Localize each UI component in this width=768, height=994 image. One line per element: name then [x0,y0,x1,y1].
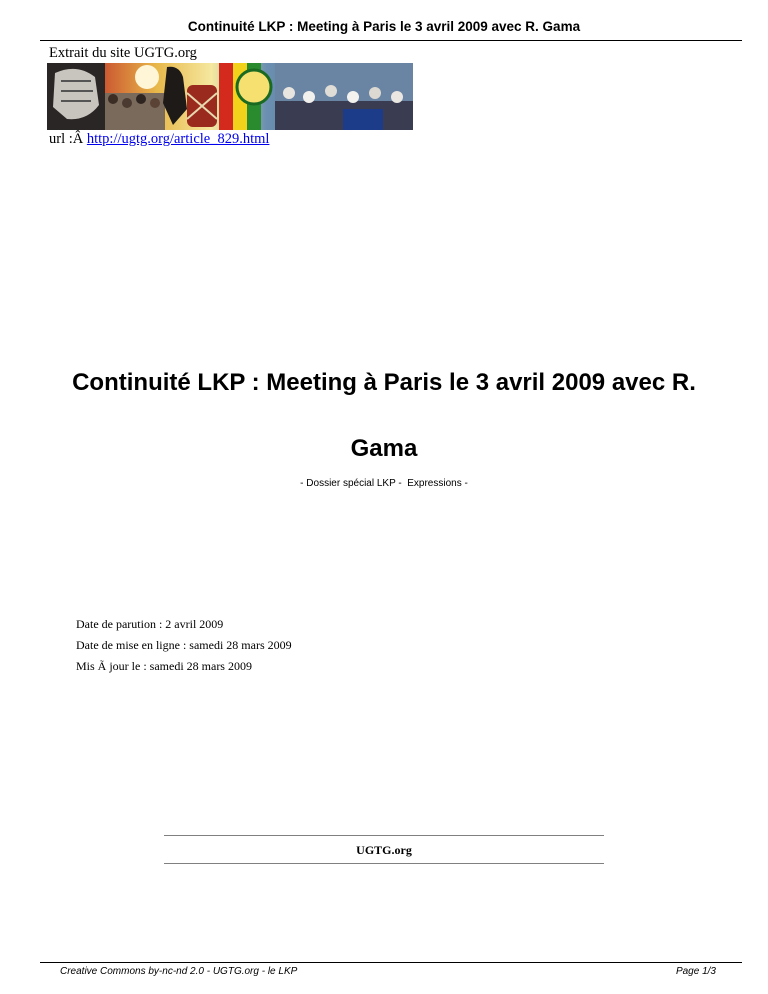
date-online: Date de mise en ligne : samedi 28 mars 2009 [76,638,292,652]
date-published: Date de parution : 2 avril 2009 [76,617,224,631]
source-label: Extrait du site UGTG.org [49,45,197,61]
article-title: Continuité LKP : Meeting à Paris le 3 avril 2009 avec R. Gama [72,369,696,462]
header-divider [40,40,742,41]
url-line [49,131,269,148]
running-header-title: Continuité LKP : Meeting à Paris le 3 avril 2009 avec R. Gama [187,19,581,34]
license-text: Creative Commons by-nc-nd 2.0 - UGTG.org - le LKP [60,966,298,977]
article-url-link[interactable]: http://ugtg.org/article_829.html [86,131,270,147]
section-breadcrumb: - Dossier spécial LKP - Expressions - [300,478,468,489]
date-info [76,617,292,680]
date-updated: Mis Ã jour le : samedi 28 mars 2009 [76,659,252,673]
url-prefix: url :Â [49,131,87,147]
page-number: Page 1/3 [675,966,716,977]
footer-divider [40,962,742,963]
site-name-box: UGTG.org [164,835,604,864]
ugtg-banner-image [47,63,413,130]
